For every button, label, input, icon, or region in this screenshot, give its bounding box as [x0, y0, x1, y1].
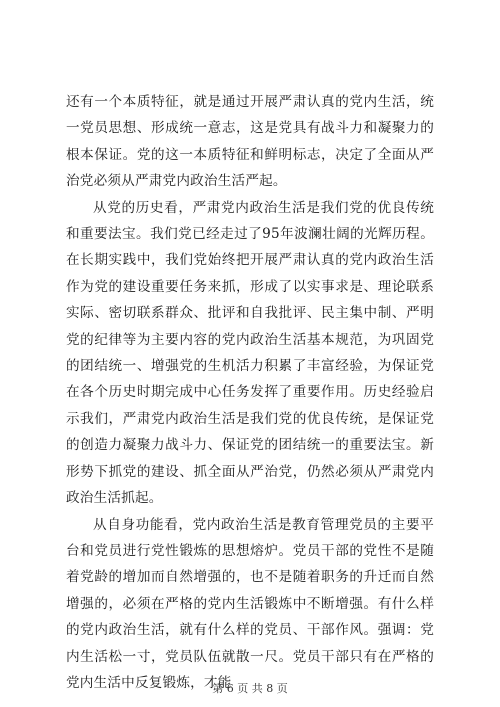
paragraph-3: 从自身功能看，党内政治生活是教育管理党员的主要平台和党员进行党性锻炼的思想熔炉。党员干部的党性不是随着党龄的增加而自然增强的，也不是随着职务的升迁而自然增强的，必须在严格的党内生活锻炼中不断增强。有什么样的党内政治生活，就有什么样的党员、干部作风。强调：党内生活松一寸，党员队伍就散一尺。党员干部只有在严格的党内生活中反复锻炼，才能 [66, 516, 434, 691]
page-footer: 第 6 页 共 8 页 [212, 682, 288, 695]
paragraph-1: 还有一个本质特征，就是通过开展严肃认真的党内生活，统一党员思想、形成统一意志，这是党具有战斗力和凝聚力的根本保证。党的这一本质特征和鲜明标志，决定了全面从严治党必须从严肃党内政治生活严起。 [66, 94, 434, 190]
paragraph-2: 从党的历史看，严肃党内政治生活是我们党的优良传统和重要法宝。我们党已经走过了95年波澜壮阔的光辉历程。在长期实践中，我们党始终把开展严肃认真的党内政治生活作为党的建设重要任务来抓，形成了以实事求是、理论联系实际、密切联系群众、批评和自我批评、民主集中制、严明党的纪律等为主要内容的党内政治生活基本规范，为巩固党的团结统一、增强党的生机活力积累了丰富经验，为保证党在各个历史时期完成中心任务发挥了重要作用。历史经验启示我们，严肃党内政治生活是我们党的优良传统，是保证党的创造力凝聚力战斗力、保证党的团结统一的重要法宝。新形势下抓党的建设、抓全面从严治党，仍然必须从严肃党内政治生活抓起。 [66, 199, 434, 507]
document-body [66, 89, 434, 696]
